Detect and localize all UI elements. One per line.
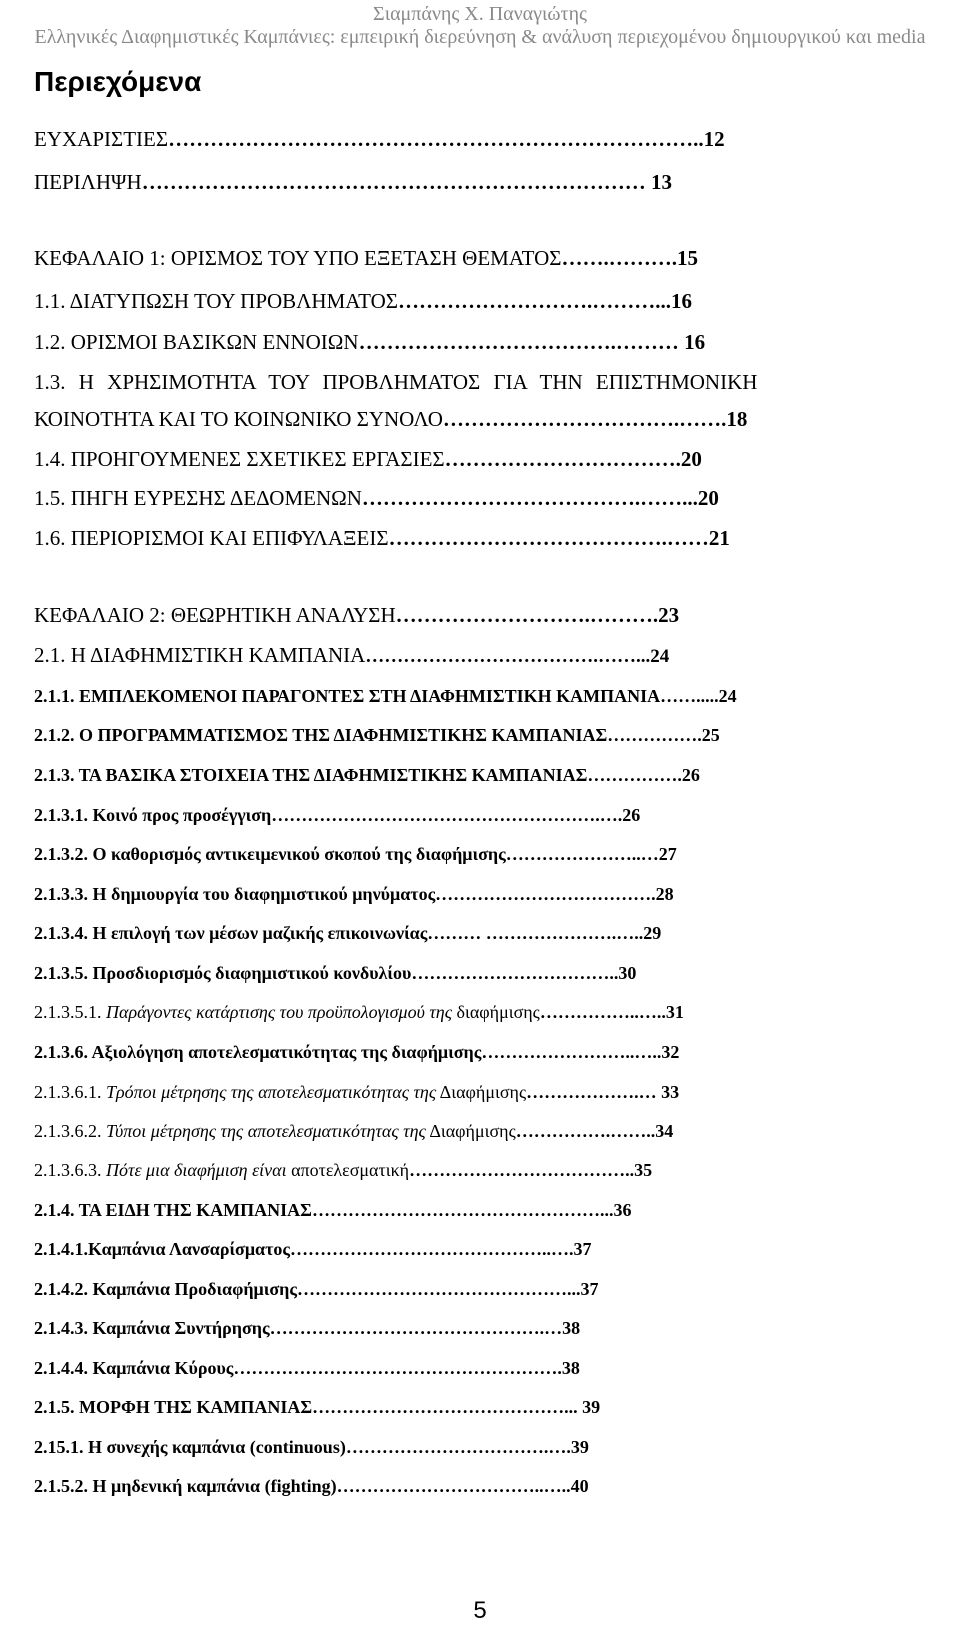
toc-entry[interactable]: 2.1.3.6.1. Τρόποι μέτρησης της αποτελεσματικότητας της Διαφήμισης……………….… 33 — [34, 1082, 680, 1102]
toc-entry[interactable]: 2.1.2. Ο ΠΡΟΓΡΑΜΜΑΤΙΣΜΟΣ ΤΗΣ ΔΙΑΦΗΜΙΣΤΙΚΗΣ ΚΑΜΠΑΝΙΑΣ…………….25 — [34, 725, 720, 745]
toc-entry[interactable]: 2.1.3. ΤΑ ΒΑΣΙΚΑ ΣΤΟΙΧΕΙΑ ΤΗΣ ΔΙΑΦΗΜΙΣΤΙΚΗΣ ΚΑΜΠΑΝΙΑΣ…………….26 — [34, 765, 700, 785]
toc-entry[interactable]: 1.6. ΠΕΡΙΟΡΙΣΜΟΙ ΚΑΙ ΕΠΙΦΥΛΑΞΕΙΣ………………………………….……21 — [34, 526, 730, 550]
toc-entry[interactable]: 2.1.5.2. Η μηδενική καμπάνια (fighting)……………………………..…..40 — [34, 1476, 589, 1496]
toc-entry[interactable]: 2.1.4. ΤΑ ΕΙΔΗ ΤΗΣ ΚΑΜΠΑΝΙΑΣ…………………………………………...36 — [34, 1200, 632, 1220]
toc-entry[interactable]: 2.1.3.1. Κοινό προς προσέγγιση……………………………………………….….26 — [34, 805, 641, 825]
toc-entry[interactable]: 2.1.3.5.1. Παράγοντες κατάρτισης του προϋπολογισμού της διαφήμισης……………..…..31 — [34, 1002, 684, 1022]
toc-entry[interactable]: ΚΕΦΑΛΑΙΟ 2: ΘΕΩΡΗΤΙΚΗ ΑΝΑΛΥΣΗ……………………….……….23 — [34, 603, 680, 627]
toc-entry[interactable]: 2.1.5. ΜΟΡΦΗ ΤΗΣ ΚΑΜΠΑΝΙΑΣ……………………………………... 39 — [34, 1397, 601, 1417]
toc-entry[interactable]: 2.1.3.6. Αξιολόγηση αποτελεσματικότητας της διαφήμισης……………………..…..32 — [34, 1042, 680, 1062]
toc-entry[interactable]: 2.1.3.6.3. Πότε μια διαφήμιση είναι αποτελεσματική………………………………..35 — [34, 1160, 653, 1180]
toc-entry[interactable]: 2.1.4.2. Καμπάνια Προδιαφήμισης………………………………………...37 — [34, 1279, 599, 1299]
toc-entry[interactable]: 2.1.3.3. Η δημιουργία του διαφημιστικού μηνύματος……………………………….28 — [34, 884, 674, 904]
toc-entry[interactable]: 2.1. Η ΔΙΑΦΗΜΙΣΤΙΚΗ ΚΑΜΠΑΝΙΑ……………………………….……...24 — [34, 643, 670, 667]
toc-entry[interactable]: 1.3. Η ΧΡΗΣΙΜΟΤΗΤΑ ΤΟΥ ΠΡΟΒΛΗΜΑΤΟΣ ΓΙΑ ΤΗΝ ΕΠΙΣΤΗΜΟΝΙΚΗ — [34, 370, 758, 394]
toc-entry[interactable]: 2.1.3.5. Προσδιορισμός διαφημιστικού κονδυλίου……………………………..30 — [34, 963, 637, 983]
toc-entry[interactable]: 1.2. ΟΡΙΣΜΟΙ ΒΑΣΙΚΩΝ ΕΝΝΟΙΩΝ……………………………….……… 16 — [34, 330, 706, 354]
toc-entry[interactable]: 1.4. ΠΡΟΗΓΟΥΜΕΝΕΣ ΣΧΕΤΙΚΕΣ ΕΡΓΑΣΙΕΣ…………………………….20 — [34, 447, 702, 471]
toc-entry[interactable]: 2.1.3.6.2. Τύποι μέτρησης της αποτελεσματικότητας της Διαφήμισης…………….……..34 — [34, 1121, 674, 1141]
toc-entry[interactable]: 2.1.3.2. Ο καθορισμός αντικειμενικού σκοπού της διαφήμισης…………………..…27 — [34, 844, 677, 864]
toc-entry[interactable]: 2.1.4.4. Καμπάνια Κύρους……………………………………………….38 — [34, 1358, 580, 1378]
toc-entry[interactable]: ΚΕΦΑΛΑΙΟ 1: ΟΡΙΣΜΟΣ ΤΟΥ ΥΠΟ ΕΞΕΤΑΣΗ ΘΕΜΑΤΟΣ…….……….15 — [34, 246, 699, 270]
toc-entry[interactable]: ΠΕΡΙΛΗΨΗ……………………………………………………………… 13 — [34, 170, 672, 194]
toc-heading: Περιεχόμενα — [34, 66, 202, 97]
running-header-title: Ελληνικές Διαφημιστικές Καμπάνιες: εμπειρική διερεύνηση & ανάλυση περιεχομένου δημιουργικού και media — [34, 26, 926, 48]
toc-entry[interactable]: ΕΥΧΑΡΙΣΤΙΕΣ…………………………………………………………………..12 — [34, 127, 725, 151]
toc-entry[interactable]: 2.15.1. Η συνεχής καμπάνια (continuous)…………………………….….39 — [34, 1437, 589, 1457]
toc-entry[interactable]: 2.1.1. ΕΜΠΛΕΚΟΜΕΝΟΙ ΠΑΡΑΓΟΝΤΕΣ ΣΤΗ ΔΙΑΦΗΜΙΣΤΙΚΗ ΚΑΜΠΑΝΙΑ…….....24 — [34, 686, 737, 706]
toc-entry[interactable]: 2.1.3.4. Η επιλογή των μέσων μαζικής επικοινωνίας……… ………………….…..29 — [34, 923, 662, 943]
toc-entry[interactable]: 1.5. ΠΗΓΗ ΕΥΡΕΣΗΣ ΔΕΔΟΜΕΝΩΝ………………………………….……...20 — [34, 486, 719, 510]
toc-entry[interactable]: ΚΟΙΝΟΤΗΤΑ ΚΑΙ ΤΟ ΚΟΙΝΩΝΙΚΟ ΣΥΝΟΛΟ…………………………….…….18 — [34, 407, 748, 431]
toc-entry[interactable]: 1.1. ΔΙΑΤΥΠΩΣΗ ΤΟΥ ΠΡΟΒΛΗΜΑΤΟΣ……………………….………...16 — [34, 289, 692, 313]
page-number: 5 — [473, 1597, 487, 1624]
running-header-author: Σιαμπάνης Χ. Παναγιώτης — [373, 3, 587, 25]
toc-entry[interactable]: 2.1.4.3. Καμπάνια Συντήρησης……………………………………….…38 — [34, 1318, 581, 1338]
toc-entry[interactable]: 2.1.4.1.Καμπάνια Λανσαρίσματος……………………………………..….37 — [34, 1239, 592, 1259]
